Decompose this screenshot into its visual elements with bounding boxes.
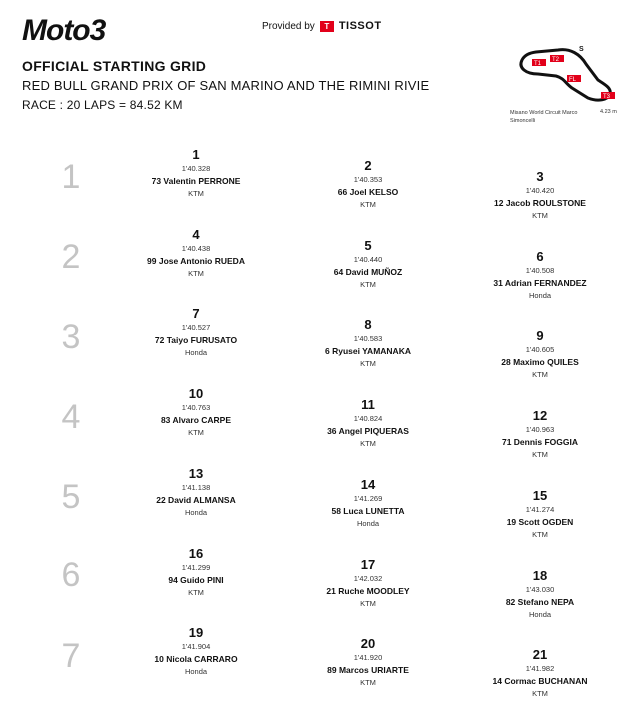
- rider-name: 14 Cormac BUCHANAN: [492, 676, 588, 686]
- team-name: KTM: [532, 450, 548, 459]
- grid-position: 12: [532, 408, 548, 423]
- team-name: Honda: [184, 508, 208, 517]
- marker-fl: FL: [569, 77, 577, 83]
- team-name: KTM: [360, 359, 376, 368]
- row-number: 3: [61, 318, 81, 356]
- lap-time: 1'40.963: [525, 425, 555, 434]
- row-number: 7: [61, 637, 81, 675]
- lap-time: 1'40.438: [181, 244, 211, 253]
- grid-slot: [126, 625, 266, 678]
- team-name: KTM: [532, 689, 548, 698]
- row-number: 2: [61, 238, 81, 276]
- grid-slot: [126, 546, 266, 599]
- circuit-map: [508, 38, 623, 125]
- grid-slot: [126, 306, 266, 359]
- team-name: KTM: [532, 530, 548, 539]
- grid-position: 17: [360, 557, 376, 572]
- lap-time: 1'41.274: [525, 505, 555, 514]
- team-name: KTM: [360, 599, 376, 608]
- lap-time: 1'43.030: [525, 585, 555, 594]
- rider-name: 10 Nicola CARRARO: [154, 654, 238, 664]
- grid-position: 20: [360, 636, 376, 651]
- lap-time: 1'40.527: [181, 323, 211, 332]
- provided-by-label: Provided by: [262, 20, 315, 32]
- circuit-length: 4.23 m: [600, 109, 617, 115]
- lap-time: 1'40.583: [353, 334, 383, 343]
- row-number: 6: [61, 556, 81, 594]
- lap-time: 1'40.420: [525, 186, 555, 195]
- rider-name: 89 Marcos URIARTE: [327, 665, 409, 675]
- lap-time: 1'41.904: [181, 642, 211, 651]
- lap-time: 1'40.508: [525, 266, 555, 275]
- lap-time: 1'41.138: [181, 483, 211, 492]
- team-name: Honda: [528, 610, 552, 619]
- team-name: Honda: [184, 667, 208, 676]
- row-number: 5: [61, 478, 81, 516]
- rider-name: 22 David ALMANSA: [156, 495, 236, 505]
- rider-name: 83 Alvaro CARPE: [160, 415, 232, 425]
- team-name: KTM: [188, 588, 204, 597]
- team-name: KTM: [360, 200, 376, 209]
- tissot-icon: T: [320, 21, 334, 32]
- rider-name: 28 Maximo QUILES: [501, 357, 579, 367]
- event-name: RED BULL GRAND PRIX OF SAN MARINO AND THE RIMINI RIVIE: [22, 78, 430, 93]
- team-name: KTM: [360, 439, 376, 448]
- grid-slot: [298, 158, 438, 211]
- grid-slot: [470, 169, 610, 222]
- lap-time: 1'40.353: [353, 175, 383, 184]
- grid-position: 19: [188, 625, 204, 640]
- lap-time: 1'41.982: [525, 664, 555, 673]
- race-info: RACE : 20 LAPS = 84.52 KM: [22, 98, 183, 112]
- sponsor-name: TISSOT: [338, 20, 382, 32]
- lap-time: 1'40.440: [353, 255, 383, 264]
- grid-slot: [470, 328, 610, 381]
- lap-time: 1'40.328: [181, 164, 211, 173]
- grid-slot: [470, 408, 610, 461]
- team-name: KTM: [360, 678, 376, 687]
- lap-time: 1'42.032: [353, 574, 383, 583]
- grid-slot: [298, 397, 438, 450]
- team-name: KTM: [188, 428, 204, 437]
- grid-position: 5: [364, 238, 372, 253]
- grid-position: 10: [188, 386, 204, 401]
- grid-slot: [470, 568, 610, 621]
- grid-position: 1: [192, 147, 200, 162]
- grid-position: 21: [532, 647, 548, 662]
- circuit-track-icon: [508, 38, 623, 108]
- circuit-name: Misano World Circuit Marco Simoncelli: [510, 110, 578, 124]
- grid-position: 15: [532, 488, 548, 503]
- lap-time: 1'41.299: [181, 563, 211, 572]
- grid-position: 13: [188, 466, 204, 481]
- rider-name: 71 Dennis FOGGIA: [501, 437, 579, 447]
- lap-time: 1'40.763: [181, 403, 211, 412]
- lap-time: 1'41.269: [353, 494, 383, 503]
- grid-slot: [298, 557, 438, 610]
- grid-position: 3: [536, 169, 544, 184]
- team-name: Honda: [184, 348, 208, 357]
- row-number: 1: [61, 158, 81, 196]
- rider-name: 36 Angel PIQUERAS: [327, 426, 409, 436]
- rider-name: 19 Scott OGDEN: [506, 517, 574, 527]
- lap-time: 1'40.605: [525, 345, 555, 354]
- rider-name: 94 Guido PINI: [168, 575, 224, 585]
- grid-slot: [470, 488, 610, 541]
- team-name: Honda: [356, 519, 380, 528]
- grid-position: 4: [192, 227, 200, 242]
- grid-slot: [298, 636, 438, 689]
- page-title: OFFICIAL STARTING GRID: [22, 58, 207, 74]
- grid-slot: [298, 477, 438, 530]
- grid-slot: [126, 466, 266, 519]
- rider-name: 72 Taiyo FURUSATO: [154, 335, 238, 345]
- marker-s: S: [579, 46, 584, 53]
- marker-t3: T3: [603, 94, 611, 100]
- lap-time: 1'41.920: [353, 653, 383, 662]
- rider-name: 31 Adrian FERNANDEZ: [493, 278, 587, 288]
- rider-name: 21 Ruche MOODLEY: [326, 586, 410, 596]
- moto3-logo: Moto3: [22, 14, 106, 47]
- grid-position: 8: [364, 317, 372, 332]
- grid-position: 14: [360, 477, 376, 492]
- grid-slot: [298, 238, 438, 291]
- sponsor-line: [262, 20, 382, 32]
- rider-name: 58 Luca LUNETTA: [331, 506, 405, 516]
- rider-name: 82 Stefano NEPA: [505, 597, 575, 607]
- grid-position: 6: [536, 249, 544, 264]
- team-name: KTM: [188, 269, 204, 278]
- rider-name: 73 Valentin PERRONE: [151, 176, 241, 186]
- grid-slot: [470, 249, 610, 302]
- team-name: KTM: [532, 211, 548, 220]
- lap-time: 1'40.824: [353, 414, 383, 423]
- grid-slot: [298, 317, 438, 370]
- grid-position: 7: [192, 306, 200, 321]
- grid-slot: [126, 227, 266, 280]
- grid-position: 2: [364, 158, 372, 173]
- rider-name: 6 Ryusei YAMANAKA: [325, 346, 411, 356]
- grid-position: 9: [536, 328, 544, 343]
- grid-slot: [126, 147, 266, 200]
- team-name: KTM: [360, 280, 376, 289]
- rider-name: 66 Joel KELSO: [337, 187, 399, 197]
- team-name: KTM: [532, 370, 548, 379]
- team-name: Honda: [528, 291, 552, 300]
- rider-name: 99 Jose Antonio RUEDA: [147, 256, 245, 266]
- grid-position: 11: [361, 397, 375, 412]
- team-name: KTM: [188, 189, 204, 198]
- grid-slot: [126, 386, 266, 439]
- rider-name: 12 Jacob ROULSTONE: [494, 198, 586, 208]
- marker-t2: T2: [552, 57, 560, 63]
- row-number: 4: [61, 398, 81, 436]
- grid-position: 18: [532, 568, 548, 583]
- rider-name: 64 David MUÑOZ: [333, 267, 403, 277]
- marker-t1: T1: [534, 61, 542, 67]
- grid-slot: [470, 647, 610, 700]
- grid-position: 16: [188, 546, 204, 561]
